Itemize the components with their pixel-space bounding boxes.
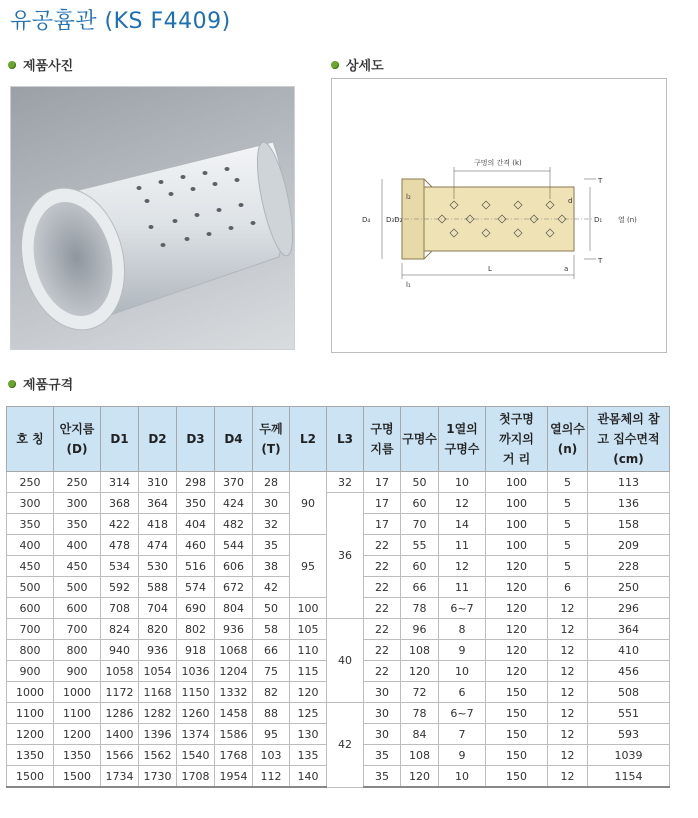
cell: 364 bbox=[588, 619, 670, 640]
section-heading-spec-label: 제품규격 bbox=[23, 378, 74, 393]
cell: 918 bbox=[177, 640, 215, 661]
label-a: a bbox=[564, 265, 569, 273]
cell: 460 bbox=[177, 535, 215, 556]
cell: 95 bbox=[253, 724, 290, 745]
cell: 544 bbox=[215, 535, 253, 556]
cell: 120 bbox=[290, 682, 327, 703]
cell: 350 bbox=[7, 514, 54, 535]
cell: 1768 bbox=[215, 745, 253, 766]
header-cell: D4 bbox=[215, 407, 253, 472]
cell-l2-merged: 95 bbox=[290, 535, 327, 598]
label-d1: D₁ bbox=[594, 216, 603, 224]
cell: 150 bbox=[486, 766, 548, 788]
cell: 404 bbox=[177, 514, 215, 535]
cell: 66 bbox=[253, 640, 290, 661]
cell: 22 bbox=[364, 619, 401, 640]
cell: 100 bbox=[486, 493, 548, 514]
cell: 1036 bbox=[177, 661, 215, 682]
cell: 140 bbox=[290, 766, 327, 788]
cell: 35 bbox=[364, 745, 401, 766]
cell: 593 bbox=[588, 724, 670, 745]
cell: 1500 bbox=[54, 766, 101, 788]
cell: 11 bbox=[439, 535, 486, 556]
cell: 516 bbox=[177, 556, 215, 577]
cell: 6~7 bbox=[439, 598, 486, 619]
cell: 1068 bbox=[215, 640, 253, 661]
cell: 250 bbox=[7, 472, 54, 493]
cell: 574 bbox=[177, 577, 215, 598]
pipe-illustration bbox=[11, 87, 294, 349]
cell: 96 bbox=[401, 619, 439, 640]
cell: 120 bbox=[486, 640, 548, 661]
bullet-icon bbox=[331, 61, 339, 69]
cell: 1374 bbox=[177, 724, 215, 745]
label-d: d bbox=[568, 197, 573, 205]
cell: 10 bbox=[439, 472, 486, 493]
cell: 38 bbox=[253, 556, 290, 577]
cell: 100 bbox=[486, 472, 548, 493]
cell: 42 bbox=[253, 577, 290, 598]
cell: 108 bbox=[401, 745, 439, 766]
spec-table bbox=[6, 406, 670, 788]
section-heading-detail bbox=[331, 55, 384, 74]
table-row bbox=[7, 493, 670, 514]
cell: 12 bbox=[548, 724, 588, 745]
cell: 12 bbox=[548, 766, 588, 788]
cell: 10 bbox=[439, 766, 486, 788]
cell: 58 bbox=[253, 619, 290, 640]
cell: 300 bbox=[7, 493, 54, 514]
cell: 1350 bbox=[7, 745, 54, 766]
cell: 588 bbox=[139, 577, 177, 598]
header-cell: 두께 (T) bbox=[253, 407, 290, 472]
header-cell: D1 bbox=[101, 407, 139, 472]
cell: 310 bbox=[139, 472, 177, 493]
cell: 100 bbox=[486, 535, 548, 556]
cell: 296 bbox=[588, 598, 670, 619]
cell: 700 bbox=[54, 619, 101, 640]
bullet-icon bbox=[8, 61, 16, 69]
cell: 17 bbox=[364, 472, 401, 493]
header-cell: 1열의 구명수 bbox=[439, 407, 486, 472]
cell: 82 bbox=[253, 682, 290, 703]
cell: 482 bbox=[215, 514, 253, 535]
label-t-bottom: T bbox=[598, 257, 603, 265]
cell: 14 bbox=[439, 514, 486, 535]
cell: 78 bbox=[401, 598, 439, 619]
cell: 158 bbox=[588, 514, 670, 535]
cell: 364 bbox=[139, 493, 177, 514]
cell: 422 bbox=[101, 514, 139, 535]
page-title: 유공흄관 (KS F4409) bbox=[10, 9, 231, 34]
header-cell: L2 bbox=[290, 407, 327, 472]
cell: 9 bbox=[439, 745, 486, 766]
cell: 900 bbox=[7, 661, 54, 682]
cell: 8 bbox=[439, 619, 486, 640]
cell: 1286 bbox=[101, 703, 139, 724]
cell: 370 bbox=[215, 472, 253, 493]
cell: 1154 bbox=[588, 766, 670, 788]
cell: 1730 bbox=[139, 766, 177, 788]
cell: 800 bbox=[7, 640, 54, 661]
header-cell: 구명수 bbox=[401, 407, 439, 472]
cell: 690 bbox=[177, 598, 215, 619]
cell: 12 bbox=[548, 619, 588, 640]
cell: 1172 bbox=[101, 682, 139, 703]
cell: 120 bbox=[486, 577, 548, 598]
cell: 300 bbox=[54, 493, 101, 514]
table-row bbox=[7, 472, 670, 493]
cell: 600 bbox=[7, 598, 54, 619]
cell: 1566 bbox=[101, 745, 139, 766]
cell: 17 bbox=[364, 493, 401, 514]
cell: 12 bbox=[439, 556, 486, 577]
header-cell: 호 칭 bbox=[7, 407, 54, 472]
header-cell: D2 bbox=[139, 407, 177, 472]
cell: 11 bbox=[439, 577, 486, 598]
table-row bbox=[7, 619, 670, 640]
cell: 1100 bbox=[54, 703, 101, 724]
cell: 804 bbox=[215, 598, 253, 619]
cell: 135 bbox=[290, 745, 327, 766]
cell: 115 bbox=[290, 661, 327, 682]
cell: 125 bbox=[290, 703, 327, 724]
cell: 940 bbox=[101, 640, 139, 661]
cell-l3-merged: 40 bbox=[327, 619, 364, 703]
cell: 50 bbox=[253, 598, 290, 619]
cell: 1500 bbox=[7, 766, 54, 788]
cell: 1150 bbox=[177, 682, 215, 703]
header-cell: 안지름 (D) bbox=[54, 407, 101, 472]
label-l1: l₁ bbox=[406, 281, 411, 289]
cell: 5 bbox=[548, 493, 588, 514]
label-d4: D₄ bbox=[362, 216, 371, 224]
cell: 400 bbox=[54, 535, 101, 556]
cell: 50 bbox=[401, 472, 439, 493]
cell: 1350 bbox=[54, 745, 101, 766]
cell: 1200 bbox=[54, 724, 101, 745]
cell: 450 bbox=[54, 556, 101, 577]
cell: 120 bbox=[486, 598, 548, 619]
cell: 78 bbox=[401, 703, 439, 724]
cell: 12 bbox=[548, 661, 588, 682]
bullet-icon bbox=[8, 380, 16, 388]
cell: 12 bbox=[548, 640, 588, 661]
cell: 75 bbox=[253, 661, 290, 682]
cell: 12 bbox=[548, 598, 588, 619]
header-cell: L3 bbox=[327, 407, 364, 472]
cell: 100 bbox=[290, 598, 327, 619]
cell: 30 bbox=[364, 724, 401, 745]
cell: 120 bbox=[486, 661, 548, 682]
cell: 400 bbox=[7, 535, 54, 556]
cell: 298 bbox=[177, 472, 215, 493]
cell: 1458 bbox=[215, 703, 253, 724]
cell: 17 bbox=[364, 514, 401, 535]
cell: 12 bbox=[548, 682, 588, 703]
cell: 22 bbox=[364, 535, 401, 556]
product-photo bbox=[10, 86, 295, 350]
cell: 350 bbox=[177, 493, 215, 514]
cell: 12 bbox=[548, 745, 588, 766]
cell: 250 bbox=[54, 472, 101, 493]
cell: 209 bbox=[588, 535, 670, 556]
cell: 530 bbox=[139, 556, 177, 577]
cell: 22 bbox=[364, 577, 401, 598]
cell: 424 bbox=[215, 493, 253, 514]
cell: 120 bbox=[401, 661, 439, 682]
section-heading-detail-label: 상세도 bbox=[346, 59, 384, 74]
cell: 22 bbox=[364, 640, 401, 661]
cell: 22 bbox=[364, 556, 401, 577]
cell: 500 bbox=[54, 577, 101, 598]
cell: 1586 bbox=[215, 724, 253, 745]
cell: 700 bbox=[7, 619, 54, 640]
cell: 108 bbox=[401, 640, 439, 661]
cell: 6~7 bbox=[439, 703, 486, 724]
cell: 5 bbox=[548, 472, 588, 493]
cell: 84 bbox=[401, 724, 439, 745]
cell: 120 bbox=[486, 619, 548, 640]
cell: 592 bbox=[101, 577, 139, 598]
cell: 9 bbox=[439, 640, 486, 661]
cell: 1000 bbox=[7, 682, 54, 703]
cell: 1058 bbox=[101, 661, 139, 682]
cell: 12 bbox=[548, 703, 588, 724]
cell: 6 bbox=[439, 682, 486, 703]
label-l2: l₂ bbox=[406, 193, 411, 201]
section-heading-spec bbox=[8, 374, 73, 393]
cell: 10 bbox=[439, 661, 486, 682]
cell: 1054 bbox=[139, 661, 177, 682]
header-cell: 열의수 (n) bbox=[548, 407, 588, 472]
label-rows: 열 (n) bbox=[618, 216, 637, 224]
cell: 1734 bbox=[101, 766, 139, 788]
table-row bbox=[7, 703, 670, 724]
cell: 112 bbox=[253, 766, 290, 788]
label-d3d2: D₃D₂ bbox=[386, 216, 403, 224]
cell: 1954 bbox=[215, 766, 253, 788]
cell: 32 bbox=[253, 514, 290, 535]
cell: 1168 bbox=[139, 682, 177, 703]
cell: 66 bbox=[401, 577, 439, 598]
cell: 100 bbox=[486, 514, 548, 535]
cell: 6 bbox=[548, 577, 588, 598]
cell: 534 bbox=[101, 556, 139, 577]
cell: 88 bbox=[253, 703, 290, 724]
cell: 474 bbox=[139, 535, 177, 556]
cell: 55 bbox=[401, 535, 439, 556]
cell: 7 bbox=[439, 724, 486, 745]
cell: 551 bbox=[588, 703, 670, 724]
cell: 1562 bbox=[139, 745, 177, 766]
section-heading-photo-label: 제품사진 bbox=[23, 59, 74, 74]
cell: 150 bbox=[486, 745, 548, 766]
spec-table-header-row bbox=[7, 407, 670, 472]
cell: 1000 bbox=[54, 682, 101, 703]
cell: 105 bbox=[290, 619, 327, 640]
cell: 60 bbox=[401, 493, 439, 514]
cell: 900 bbox=[54, 661, 101, 682]
cell: 5 bbox=[548, 514, 588, 535]
pipe-section-diagram bbox=[332, 79, 666, 352]
cell: 314 bbox=[101, 472, 139, 493]
header-cell: 구명 지름 bbox=[364, 407, 401, 472]
label-l: L bbox=[488, 265, 492, 273]
cell: 130 bbox=[290, 724, 327, 745]
cell: 1039 bbox=[588, 745, 670, 766]
cell: 824 bbox=[101, 619, 139, 640]
cell: 136 bbox=[588, 493, 670, 514]
cell: 478 bbox=[101, 535, 139, 556]
cell: 22 bbox=[364, 598, 401, 619]
cell: 1204 bbox=[215, 661, 253, 682]
cell: 150 bbox=[486, 724, 548, 745]
cell: 410 bbox=[588, 640, 670, 661]
cell: 418 bbox=[139, 514, 177, 535]
cell: 32 bbox=[327, 472, 364, 493]
cell: 368 bbox=[101, 493, 139, 514]
cell-l3-merged: 42 bbox=[327, 703, 364, 788]
cell: 802 bbox=[177, 619, 215, 640]
cell: 35 bbox=[253, 535, 290, 556]
cell: 228 bbox=[588, 556, 670, 577]
cell: 1100 bbox=[7, 703, 54, 724]
cell: 30 bbox=[253, 493, 290, 514]
cell: 120 bbox=[401, 766, 439, 788]
cell: 820 bbox=[139, 619, 177, 640]
section-heading-photo bbox=[8, 55, 73, 74]
label-t-top: T bbox=[598, 177, 603, 185]
cell: 250 bbox=[588, 577, 670, 598]
cell: 30 bbox=[364, 682, 401, 703]
cell: 72 bbox=[401, 682, 439, 703]
cell: 103 bbox=[253, 745, 290, 766]
cell: 12 bbox=[439, 493, 486, 514]
cell: 120 bbox=[486, 556, 548, 577]
cell: 508 bbox=[588, 682, 670, 703]
cell: 350 bbox=[54, 514, 101, 535]
cell: 672 bbox=[215, 577, 253, 598]
cell: 1282 bbox=[139, 703, 177, 724]
cell: 1540 bbox=[177, 745, 215, 766]
cell: 606 bbox=[215, 556, 253, 577]
cell: 110 bbox=[290, 640, 327, 661]
cell: 500 bbox=[7, 577, 54, 598]
cell: 1260 bbox=[177, 703, 215, 724]
cell: 1708 bbox=[177, 766, 215, 788]
cell: 5 bbox=[548, 535, 588, 556]
cell: 35 bbox=[364, 766, 401, 788]
cell: 1332 bbox=[215, 682, 253, 703]
header-cell: D3 bbox=[177, 407, 215, 472]
cell: 800 bbox=[54, 640, 101, 661]
cell: 1396 bbox=[139, 724, 177, 745]
cell-l3-merged: 36 bbox=[327, 493, 364, 619]
cell: 1400 bbox=[101, 724, 139, 745]
cell: 70 bbox=[401, 514, 439, 535]
cell: 22 bbox=[364, 661, 401, 682]
cell: 450 bbox=[7, 556, 54, 577]
detail-drawing bbox=[331, 78, 667, 353]
cell: 60 bbox=[401, 556, 439, 577]
cell: 28 bbox=[253, 472, 290, 493]
cell: 704 bbox=[139, 598, 177, 619]
cell: 113 bbox=[588, 472, 670, 493]
label-hole-spacing: 구멍의 간격 (k) bbox=[474, 159, 522, 167]
cell: 708 bbox=[101, 598, 139, 619]
header-cell: 관몸체의 참 고 집수면적 (cm) bbox=[588, 407, 670, 472]
header-cell: 첫구명 까지의 거 리 bbox=[486, 407, 548, 472]
cell: 1200 bbox=[7, 724, 54, 745]
cell: 936 bbox=[215, 619, 253, 640]
cell: 150 bbox=[486, 682, 548, 703]
cell: 936 bbox=[139, 640, 177, 661]
cell: 456 bbox=[588, 661, 670, 682]
cell: 600 bbox=[54, 598, 101, 619]
cell: 5 bbox=[548, 556, 588, 577]
cell: 30 bbox=[364, 703, 401, 724]
cell-l2-merged: 90 bbox=[290, 472, 327, 535]
cell: 150 bbox=[486, 703, 548, 724]
